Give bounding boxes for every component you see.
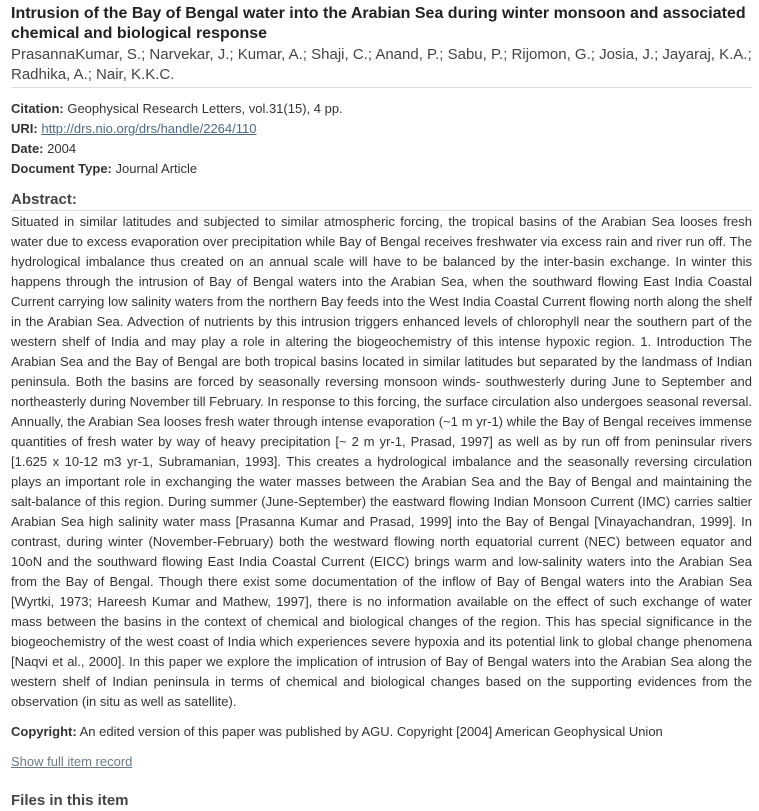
citation-row <box>11 99 752 119</box>
uri-label: URI: <box>11 121 38 136</box>
files-heading: Files in this item <box>11 792 129 809</box>
date-value: 2004 <box>47 141 77 156</box>
document-type-label: Document Type: <box>11 161 112 176</box>
item-title: Intrusion of the Bay of Bengal water into the Arabian Sea during winter monsoon and associated chemical and biological response <box>11 5 746 42</box>
abstract-heading: Abstract: <box>11 190 752 211</box>
document-type-row <box>11 159 752 179</box>
copyright-value: An edited version of this paper was published by AGU. Copyright [2004] American Geophysical Union <box>79 724 663 739</box>
citation-label: Citation: <box>11 101 64 116</box>
uri-row <box>11 119 752 139</box>
citation-value: Geophysical Research Letters, vol.31(15), 4 pp. <box>67 101 343 116</box>
date-row <box>11 139 752 159</box>
document-type-value: Journal Article <box>115 161 198 176</box>
show-full-record-link[interactable]: Show full item record <box>11 754 133 769</box>
uri-link[interactable]: http://drs.nio.org/drs/handle/2264/110 <box>41 121 257 136</box>
abstract-text: Situated in similar latitudes and subjected to similar atmospheric forcing, the tropical basins of the Arabian Sea looses fresh water due to excess evaporation over precipitation while Bay of Bengal receives freshwater via excess rain and river run off. The hydrological imbalance thus created on an annual scale will have to be balanced by the inter-basin exchange. In winter this happens through the intrusion of Bay of Bengal waters into the Arabian Sea, when the southward flowing East India Coastal Current carrying low salinity waters from the northern Bay feeds into the West India Coastal Current flowing north along the shelf in the Arabian Sea. Advection of nutrients by this intrusion triggers enhanced levels of chlorophyll near the southern part of the western shelf of India and may play a role in altering the biogeochemistry of this intense hypoxic region. 1. Introduction The Arabian Sea and the Bay of Bengal are both tropical basins located in similar latitudes but separated by the landmass of Indian peninsula. Both the basins are forced by seasonally reversing monsoon winds- southwesterly during June to September and northeasterly during November till February. In response to this forcing, the surface circulation also undergoes seasonal reversal. Annually, the Arabian Sea looses fresh water through intense evaporation (~1 m yr-1) while the Bay of Bengal receives immense quantities of fresh water by way of heavy precipitation [~ 2 m yr-1, Prasad, 1997] as well as by run off from peninsular rivers [1.625 x 10-12 m3 yr-1, Subramanian, 1993]. This creates a hydrological imbalance and the seasonally reversing circulation plays an important role in exchanging the water masses between the Arabian Sea and the Bay of Bengal and maintaining the salt-balance of this region. During summer (June-September) the eastward flowing Indian Monsoon Current (IMC) carries saltier Arabian Sea high salinity water mass [Prasanna Kumar and Prasad, 1999] into the Bay of Bengal [Vinayachandran, 1999]. In contrast, during winter (November-February) both the westward flowing north equatorial current (NEC) between equator and 10oN and the southward flowing East India Coastal Current (EICC) brings warm and low-salinity waters into the Arabian Sea from the Bay of Bengal. Though there exist some documentation of the inflow of Bay of Bengal waters into the Arabian Sea [Wyrtki, 1973; Hareesh Kumar and Mathew, 1997], there is no information available on the effect of such exchange of water mass between the basins in the context of chemical and biological changes of the region. This has special significance in the biogeochemistry of the west coast of India which experiences severe hypoxia and its potential link to global change phenomena [Naqvi et al., 2000]. In this paper we explore the implication of intrusion of Bay of Bengal waters into the Arabian Sea along the western shelf of Indian peninsula in terms of chemical and biological changes based on the supporting evidences from the observation (in situ as well as satellite). <box>11 214 752 709</box>
metadata-block <box>11 99 752 179</box>
item-authors: PrasannaKumar, S.; Narvekar, J.; Kumar, A.; Shaji, C.; Anand, P.; Sabu, P.; Rijomon, G.; Josia, J.; Jayaraj, K.A.; Radhika, A.; Nair, K.K.C. <box>11 45 752 88</box>
copyright-row <box>11 722 752 742</box>
copyright-label: Copyright: <box>11 724 77 739</box>
date-label: Date: <box>11 141 44 156</box>
